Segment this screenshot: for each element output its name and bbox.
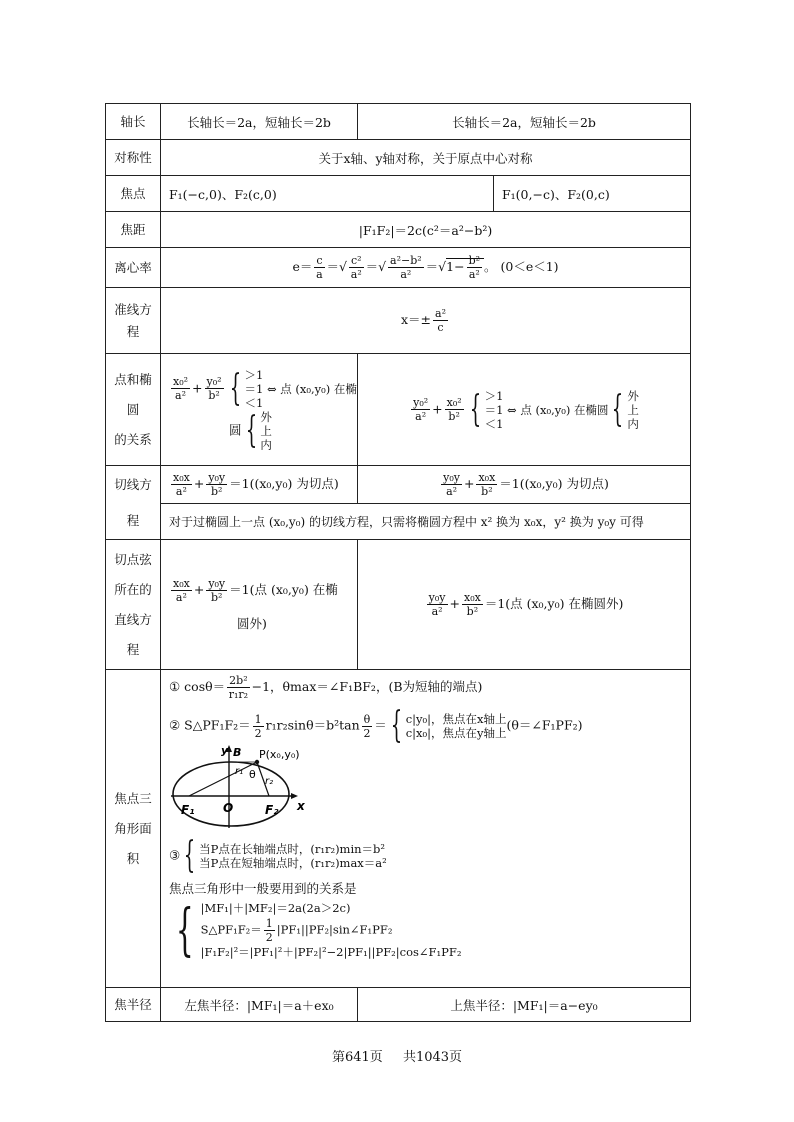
label-f2: F₂ xyxy=(265,803,279,817)
chord-left: $\frac{\text{x₀x}}{\text{a²}}$ + $\frac{\text{y₀y}}{\text{b²}}$ ＝1(点 (x₀,y₀) 在椭 圆外) xyxy=(161,540,358,670)
ellipse-diagram xyxy=(169,744,309,832)
triangle-content xyxy=(161,670,691,988)
row-label: 离心率 xyxy=(106,248,161,288)
row-label: 准线方 程 xyxy=(106,288,161,354)
ecc-suffix: 。 (0＜e＜1) xyxy=(484,259,559,274)
triangle-line-3: ③ { 当P点在长轴端点时，(r₁r₂)min＝b² 当P点在短轴端点时，(r₁r₂)max＝a² xyxy=(169,835,387,876)
row-focal-triangle xyxy=(106,670,691,988)
focal-distance-formula: |F₁F₂|＝2c(c²＝a²−b²) xyxy=(161,212,691,248)
page-number: 第641页 xyxy=(331,1050,383,1065)
tangent-left: $\frac{\text{x₀x}}{\text{a²}}$ + $\frac{\text{y₀y}}{\text{b²}}$ ＝1((x₀,y₀) 为切点) xyxy=(161,466,358,504)
point-relation-left: $\frac{\text{x₀²}}{\text{a²}}$ + $\frac{\text{y₀²}}{\text{b²}}$ { ＞1 ＝1 ⇔ 点 (x₀,y₀) 在椭 ＜1 圆 { 外 上 内 xyxy=(161,354,358,466)
label-r2: r₂ xyxy=(265,776,274,787)
row-point-relation xyxy=(106,354,691,466)
label-y: y xyxy=(221,744,229,757)
axis-left: 长轴长＝2a，短轴长＝2b xyxy=(161,104,358,140)
row-directrix xyxy=(106,288,691,354)
relations-title: 焦点三角形中一般要用到的关系是 xyxy=(169,881,357,896)
row-label: 轴长 xyxy=(106,104,161,140)
row-label: 焦点三 角形面 积 xyxy=(106,670,161,988)
axis-right: 长轴长＝2a，短轴长＝2b xyxy=(358,104,691,140)
label-b: B xyxy=(233,746,242,759)
row-label: 焦半径 xyxy=(106,988,161,1022)
row-label: 切点弦 所在的 直线方 程 xyxy=(106,540,161,670)
directrix-formula: x＝± $\frac{\text{a²}}{c}$ xyxy=(161,288,691,354)
chord-right: $\frac{\text{y₀y}}{\text{a²}}$ + $\frac{\text{x₀x}}{\text{b²}}$ ＝1(点 (x₀,y₀) 在椭圆外) xyxy=(358,540,691,670)
focal-radius-right: 上焦半径：|MF₁|＝a−ey₀ xyxy=(358,988,691,1022)
label-p: P(x₀,y₀) xyxy=(259,748,300,761)
symmetry-text: 关于x轴、y轴对称，关于原点中心对称 xyxy=(161,140,691,176)
row-chord xyxy=(106,540,691,670)
label-o: O xyxy=(223,801,234,815)
relations-block: { |MF₁|＋|MF₂|＝2a(2a＞2c) S△PF₁F₂＝ $\frac{1}{2}$ |PF₁||PF₂|sin∠F₁PF₂ |F₁F₂|²＝|PF₁|²＋|PF₂|²−2|PF₁||PF₂|cos∠F₁PF₂ xyxy=(175,897,462,963)
row-tangent xyxy=(106,466,691,504)
focus-right: F₁(0,−c)、F₂(0,c) xyxy=(494,176,691,212)
row-focal-radius xyxy=(106,988,691,1022)
label-theta: θ xyxy=(249,768,256,781)
point-relation-right: $\frac{\text{y₀²}}{\text{a²}}$ + $\frac{\text{x₀²}}{\text{b²}}$ { ＞1 ＝1 ⇔ 点 (x₀,y₀) 在椭圆 ＜1 { 外 上 内 xyxy=(358,354,691,466)
row-label: 焦距 xyxy=(106,212,161,248)
focus-left: F₁(−c,0)、F₂(c,0) xyxy=(161,176,494,212)
row-focal-distance xyxy=(106,212,691,248)
row-label: 切线方 程 xyxy=(106,466,161,540)
label-x: x xyxy=(297,799,305,813)
page-footer xyxy=(0,1046,794,1065)
row-label: 点和椭 圆 的关系 xyxy=(106,354,161,466)
row-focus xyxy=(106,176,691,212)
label-r1: r₁ xyxy=(235,766,244,777)
focal-radius-left: 左焦半径：|MF₁|＝a＋ex₀ xyxy=(161,988,358,1022)
triangle-line-2: ② S△PF₁F₂＝ $\frac{1}{2}$ r₁r₂sinθ＝b²tan $\frac{\theta}{2}$ ＝ { c|y₀|，焦点在x轴上 c|x₀|，焦点在y轴上 (θ＝∠F₁PF₂) xyxy=(169,705,583,746)
row-axis xyxy=(106,104,691,140)
ecc-prefix: e＝ xyxy=(292,259,313,274)
row-eccentricity xyxy=(106,248,691,288)
label-f1: F₁ xyxy=(181,803,195,817)
row-tangent-note xyxy=(106,504,691,540)
row-label: 对称性 xyxy=(106,140,161,176)
tangent-note: 对于过椭圆上一点 (x₀,y₀) 的切线方程，只需将椭圆方程中 x² 换为 x₀x，y² 换为 y₀y 可得 xyxy=(161,504,691,540)
triangle-line-1: ① cosθ＝ $\frac{\text{2b²}}{\text{r₁r₂}}$ −1，θmax＝∠F₁BF₂，(B为短轴的端点) xyxy=(169,674,483,701)
ellipse-properties-table xyxy=(105,103,691,1022)
row-symmetry xyxy=(106,140,691,176)
row-label: 焦点 xyxy=(106,176,161,212)
page-total: 共1043页 xyxy=(402,1050,463,1065)
tangent-right: $\frac{\text{y₀y}}{\text{a²}}$ + $\frac{\text{x₀x}}{\text{b²}}$ ＝1((x₀,y₀) 为切点) xyxy=(358,466,691,504)
eccentricity-formula: e＝ $\frac{c}{a}$ ＝√ $\frac{\text{c²}}{\text{a²}}$ ＝√ $\frac{\text{a²−b²}}{\text{a²}}$ ＝√1− $\frac{\text{b²}}{\text{a²}}$ 。 (0＜e＜1) xyxy=(161,248,691,288)
